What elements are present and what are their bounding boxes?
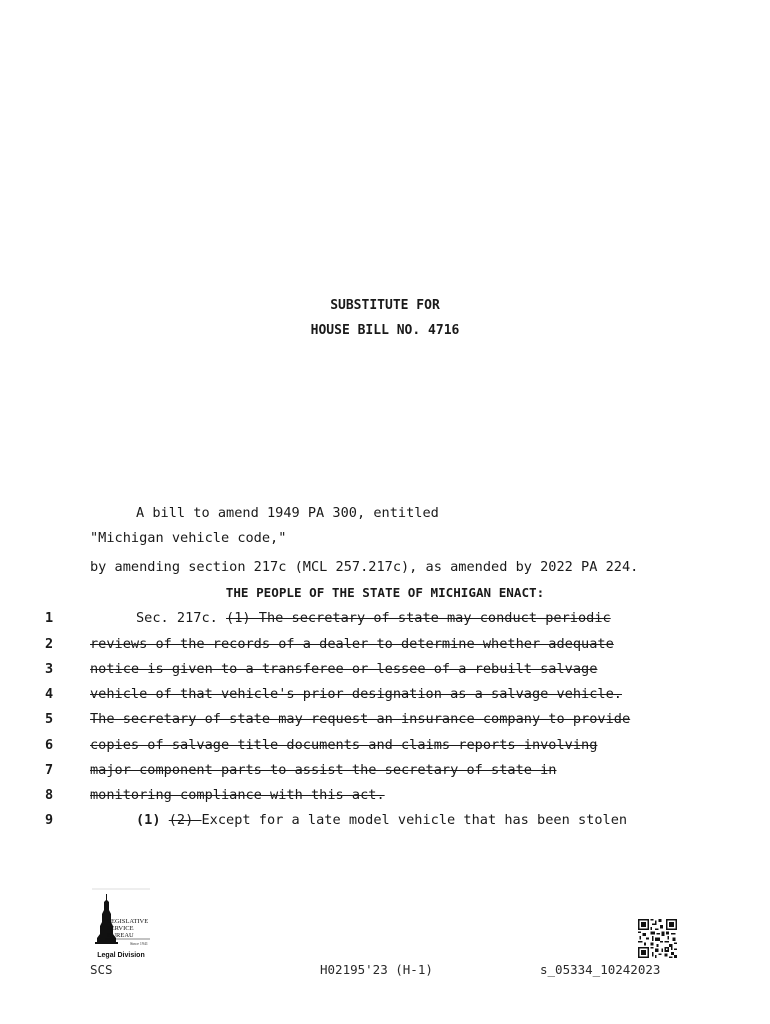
struck-text: monitoring compliance with this act. <box>90 787 385 803</box>
footer-bill-id: H02195'23 (H-1) <box>320 962 433 977</box>
struck-text: notice is given to a transferee or lessee of a rebuilt salvage <box>90 661 598 677</box>
footer-document-id: s_05334_10242023 <box>540 962 661 977</box>
line-number: 7 <box>45 762 54 778</box>
line-number: 4 <box>45 686 54 702</box>
bill-line <box>0 787 770 807</box>
line-text <box>136 812 627 828</box>
line-number: 9 <box>45 812 54 828</box>
bill-line <box>0 812 770 832</box>
line-number: 2 <box>45 636 54 652</box>
subsection-number: (1) <box>136 812 169 828</box>
legislative-service-bureau-logo <box>90 888 152 960</box>
logo-since: Since 1941 <box>130 941 148 946</box>
line-text <box>136 610 611 626</box>
logo-word-2: SERVICE <box>107 925 134 932</box>
footer-left-code: SCS <box>90 962 113 977</box>
bill-line <box>0 737 770 757</box>
bill-line <box>0 636 770 656</box>
preamble-line-2: "Michigan vehicle code," <box>90 530 287 546</box>
logo-word-1: LEGISLATIVE <box>107 918 149 925</box>
struck-text: major component parts to assist the secretary of state in <box>90 762 557 778</box>
bill-line <box>0 711 770 731</box>
struck-text: (2) <box>168 812 202 828</box>
line-number: 5 <box>45 711 54 727</box>
struck-text: (1) The secretary of state may conduct periodic <box>226 610 611 626</box>
logo-division: Legal Division <box>97 952 145 959</box>
enacting-clause: THE PEOPLE OF THE STATE OF MICHIGAN ENACT: <box>225 585 545 600</box>
qr-code-icon <box>638 919 677 958</box>
bill-heading-number: HOUSE BILL NO. 4716 <box>310 323 460 338</box>
new-text: Except for a late model vehicle that has been stolen <box>201 812 628 828</box>
preamble-line-3: by amending section 217c (MCL 257.217c), as amended by 2022 PA 224. <box>90 559 639 575</box>
line-number: 1 <box>45 610 54 626</box>
bill-line <box>0 762 770 782</box>
line-number: 3 <box>45 661 54 677</box>
preamble-line-1: A bill to amend 1949 PA 300, entitled <box>136 505 439 521</box>
logo-word-3: BUREAU <box>107 932 134 939</box>
struck-text: vehicle of that vehicle's prior designation as a salvage vehicle. <box>90 686 622 702</box>
bill-line <box>0 686 770 706</box>
line-number: 6 <box>45 737 54 753</box>
struck-text: The secretary of state may request an insurance company to provide <box>90 711 631 727</box>
struck-text: copies of salvage title documents and claims reports involving <box>90 737 598 753</box>
line-number: 8 <box>45 787 54 803</box>
bill-heading-substitute: SUBSTITUTE FOR <box>330 298 440 313</box>
section-label: Sec. 217c. <box>136 610 227 626</box>
bill-line <box>0 661 770 681</box>
struck-text: reviews of the records of a dealer to determine whether adequate <box>90 636 614 652</box>
bill-line <box>0 610 770 630</box>
